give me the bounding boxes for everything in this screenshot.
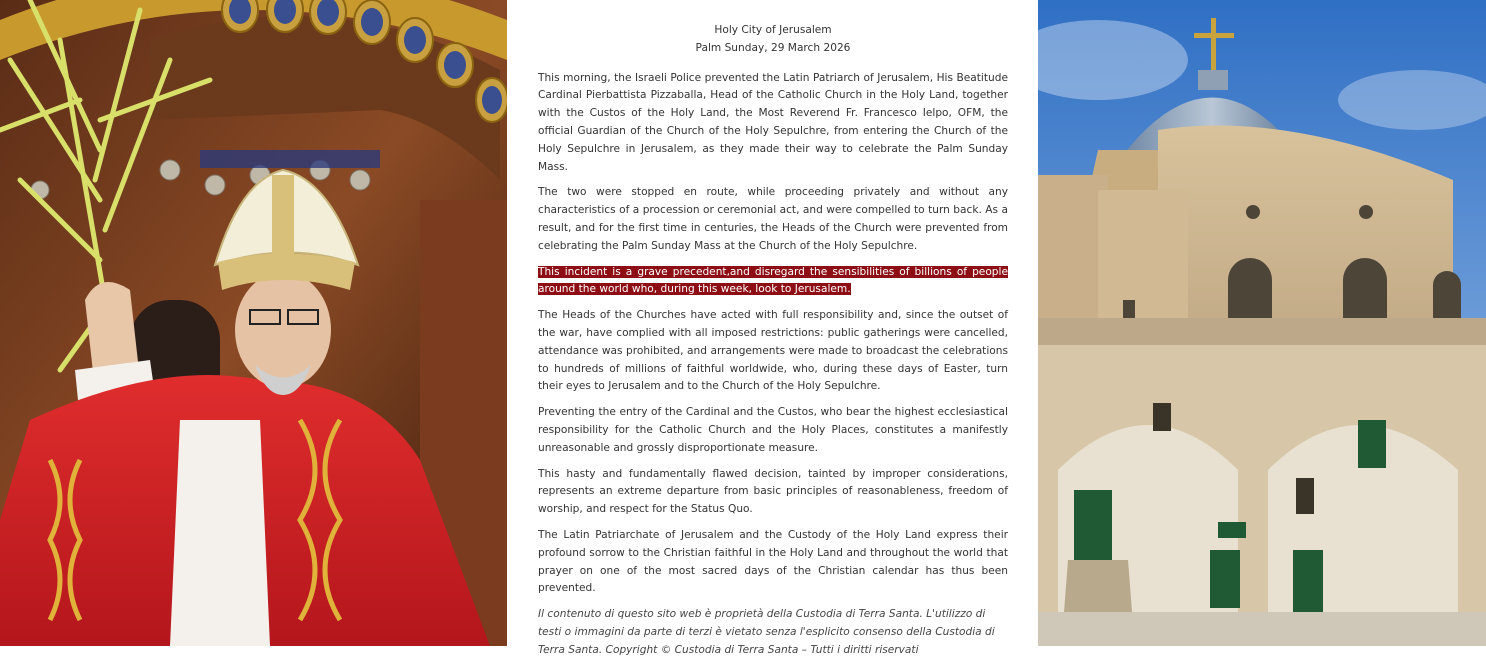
copyright-notice: Il contenuto di questo sito web è proprietà della Custodia di Terra Santa. L'utilizzo di testi o immagini da parte di terzi è vietato senza l'esplicito consenso della Custodia di Terra Santa. Copyright © Custodia di Terra Santa – Tutti i diritti riservati xyxy=(538,608,995,656)
cardinal-photo-illustration xyxy=(0,0,507,646)
header-date: Palm Sunday, 29 March 2026 xyxy=(695,41,851,54)
cardinal-photo xyxy=(0,0,507,646)
paragraph-6: This hasty and fundamentally flawed decision, tainted by improper considerations, represents an extreme departure from basic principles of reasonableness, freedom of worship, and respect for the Status Quo. xyxy=(538,467,1008,516)
paragraph-4: The Heads of the Churches have acted with full responsibility and, since the outset of the war, have complied with all imposed restrictions: public gatherings were cancelled, attendance was prohibited, and arrangements were made to broadcast the celebrations to hundreds of millions of faithful worldwide, who, during these days of Easter, turn their eyes to Jerusalem and to the Church of the Holy Sepulchre. xyxy=(538,309,1008,393)
statement-text xyxy=(538,22,1008,668)
highlighted-text: This incident is a grave precedent,and disregard the sensibilities of billions of people around the world who, during this week, look to Jerusalem. xyxy=(538,265,1008,296)
paragraph-5: Preventing the entry of the Cardinal and the Custos, who bear the highest ecclesiastical responsibility for the Catholic Church and the Holy Places, constitutes a manifestly unreasonable and grossly disproportionate measure. xyxy=(538,406,1008,454)
paragraph-2: The two were stopped en route, while proceeding privately and without any characteristics of a procession or ceremonial act, and were compelled to turn back. As a result, and for the first time in centuries, the Heads of the Church were prevented from celebrating the Palm Sunday Mass at the Church of the Holy Sepulchre. xyxy=(538,186,1008,252)
holy-sepulchre-illustration xyxy=(1038,0,1486,646)
statement-document xyxy=(507,0,1038,656)
paragraph-3-highlighted xyxy=(538,264,1008,300)
header-location: Holy City of Jerusalem xyxy=(714,24,832,36)
paragraph-7: The Latin Patriarchate of Jerusalem and the Custody of the Holy Land express their profound sorrow to the Christian faithful in the Holy Land and throughout the world that prayer on one of the most sacred days of the Christian calendar has thus been prevented. xyxy=(538,528,1008,595)
holy-sepulchre-photo xyxy=(1038,0,1486,646)
paragraph-1: This morning, the Israeli Police prevented the Latin Patriarch of Jerusalem, His Beatitude Cardinal Pierbattista Pizzaballa, Head of the Catholic Church in the Holy Land, together with the Custos of the Holy Land, the Most Reverend Fr. Francesco Ielpo, OFM, the official Guardian of the Church of the Holy Sepulchre, from entering the Church of the Holy Sepulchre in Jerusalem, as they made their way to celebrate the Palm Sunday Mass. xyxy=(538,71,1008,173)
